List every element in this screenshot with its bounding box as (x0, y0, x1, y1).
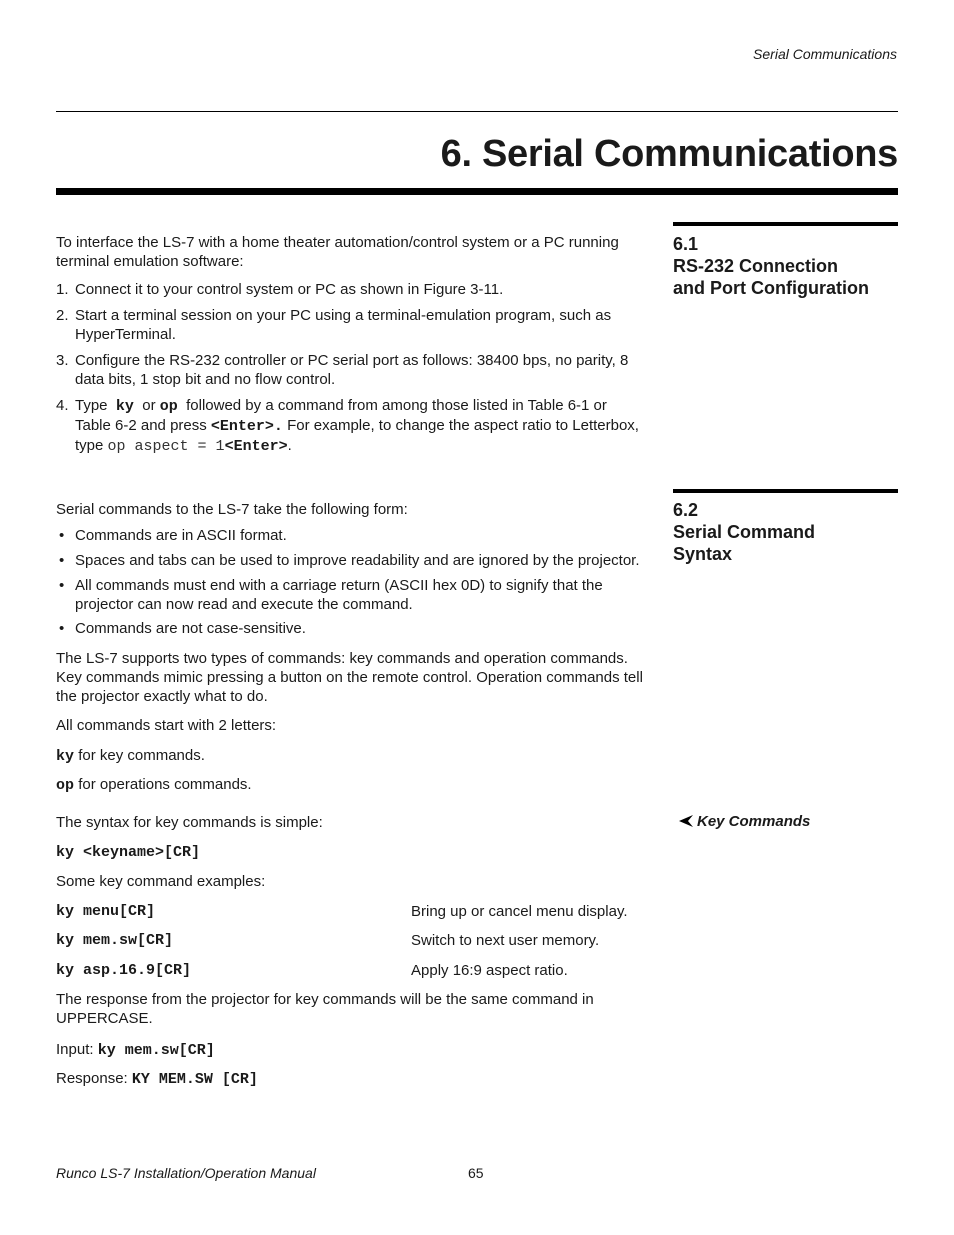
bullet-text (75, 576, 655, 614)
code-ky: ky (115, 398, 134, 415)
text: Table 6-2 and press (75, 417, 207, 434)
section-6-1-rule (673, 222, 898, 226)
section-number: 6.2 (673, 500, 699, 520)
bullet: • (59, 527, 65, 544)
text: Response: (56, 1070, 128, 1087)
example-description: Bring up or cancel menu display. (411, 903, 628, 920)
text: Input: (56, 1041, 94, 1058)
code-enter: <Enter> (224, 438, 288, 455)
key-commands-label (678, 813, 810, 830)
text: type (75, 437, 104, 454)
chapter-rule (56, 188, 898, 195)
section-title-line: RS-232 Connection (673, 256, 839, 276)
footer-manual-title: Runco LS-7 Installation/Operation Manual (56, 1165, 316, 1181)
arrow-left-icon (678, 815, 694, 827)
section-6-2-heading (673, 499, 903, 565)
bullet: • (59, 620, 65, 637)
section-1-intro: To interface the LS-7 with a home theater automation/control system or a PC running terminal emulation software: (56, 234, 619, 270)
running-header: Serial Communications (753, 46, 897, 62)
example-description: Apply 16:9 aspect ratio. (411, 962, 568, 979)
example-description: Switch to next user memory. (411, 932, 600, 949)
list-number: 4. (56, 397, 69, 414)
section-2-intro: Serial commands to the LS-7 take the following form: (56, 501, 408, 518)
section-title-line: Syntax (673, 544, 733, 564)
section-title-line: and Port Configuration (673, 278, 869, 298)
code-response: KY MEM.SW [CR] (131, 1071, 258, 1088)
response-paragraph (56, 990, 656, 1028)
section-6-2-rule (673, 489, 898, 493)
list-text (75, 351, 655, 389)
list-text-line (75, 396, 655, 416)
code-input: ky mem.sw[CR] (97, 1042, 215, 1059)
op-line (56, 775, 252, 795)
list-text: Connect it to your control system or PC as shown in Figure 3-11. (75, 281, 504, 298)
footer-page-number: 65 (468, 1165, 484, 1181)
paragraph-line: Key commands mimic pressing a button on the remote control. Operation commands tell (56, 669, 643, 686)
example-command: ky menu[CR] (56, 903, 156, 920)
text: For example, to change the aspect ratio to Letterbox, (287, 417, 639, 434)
text: for key commands. (78, 747, 205, 764)
list-text-line: data bits, 1 stop bit and no flow control. (75, 371, 336, 388)
list-item (56, 306, 656, 346)
section-number: 6.1 (673, 234, 699, 254)
bullet-item (56, 576, 656, 616)
list-text-line: Start a terminal session on your PC using a terminal-emulation program, such as (75, 307, 612, 324)
label-text: Key Commands (697, 813, 811, 830)
section-6-1-heading (673, 233, 903, 299)
list-text-line: HyperTerminal. (75, 326, 176, 343)
syntax-intro: The syntax for key commands is simple: (56, 814, 323, 831)
paragraph-line: the projector exactly what to do. (56, 688, 268, 705)
input-line (56, 1040, 215, 1060)
code-ky: ky (56, 748, 75, 765)
text: followed by a command from among those listed in Table 6-1 or (186, 397, 607, 414)
list-item (56, 396, 656, 456)
list-text (75, 396, 655, 456)
example-command: ky asp.16.9[CR] (56, 962, 192, 979)
code-example: op aspect = 1 (107, 438, 225, 455)
text: for operations commands. (78, 776, 252, 793)
paragraph-command-types (56, 649, 666, 706)
section-title-line: Serial Command (673, 522, 816, 542)
paragraph-line: UPPERCASE. (56, 1010, 153, 1027)
paragraph-all-start: All commands start with 2 letters: (56, 717, 277, 734)
ky-line (56, 746, 205, 766)
code-enter: <Enter>. (210, 418, 283, 435)
paragraph-line: The LS-7 supports two types of commands: key commands and operation commands. (56, 650, 628, 667)
list-text-line (75, 436, 655, 456)
list-text-line (75, 416, 655, 436)
chapter-title: 6. Serial Communications (440, 133, 898, 175)
bullet: • (59, 577, 65, 594)
text: . (287, 437, 292, 454)
list-text-line: Configure the RS-232 controller or PC serial port as follows: 38400 bps, no parity, 8 (75, 352, 629, 369)
bullet-text: Spaces and tabs can be used to improve readability and are ignored by the projector. (75, 552, 640, 569)
bullet-text-line: projector can now read and execute the command. (75, 596, 413, 613)
bullet: • (59, 552, 65, 569)
list-text (75, 306, 655, 344)
bullet-text: Commands are in ASCII format. (75, 527, 287, 544)
code-op: op (159, 398, 178, 415)
list-item (56, 351, 656, 391)
list-number: 1. (56, 281, 69, 298)
code-op: op (56, 777, 75, 794)
example-command: ky mem.sw[CR] (56, 932, 174, 949)
bullet-text-line: All commands must end with a carriage return (ASCII hex 0D) to signify that the (75, 577, 603, 594)
examples-intro: Some key command examples: (56, 873, 266, 890)
text: or (142, 397, 156, 414)
syntax-code: ky <keyname>[CR] (56, 844, 201, 861)
list-number: 3. (56, 352, 69, 369)
text: Type (75, 397, 108, 414)
response-line (56, 1069, 258, 1089)
list-number: 2. (56, 307, 69, 324)
bullet-text: Commands are not case-sensitive. (75, 620, 306, 637)
paragraph-line: The response from the projector for key commands will be the same command in (56, 991, 594, 1008)
header-rule (56, 111, 898, 112)
